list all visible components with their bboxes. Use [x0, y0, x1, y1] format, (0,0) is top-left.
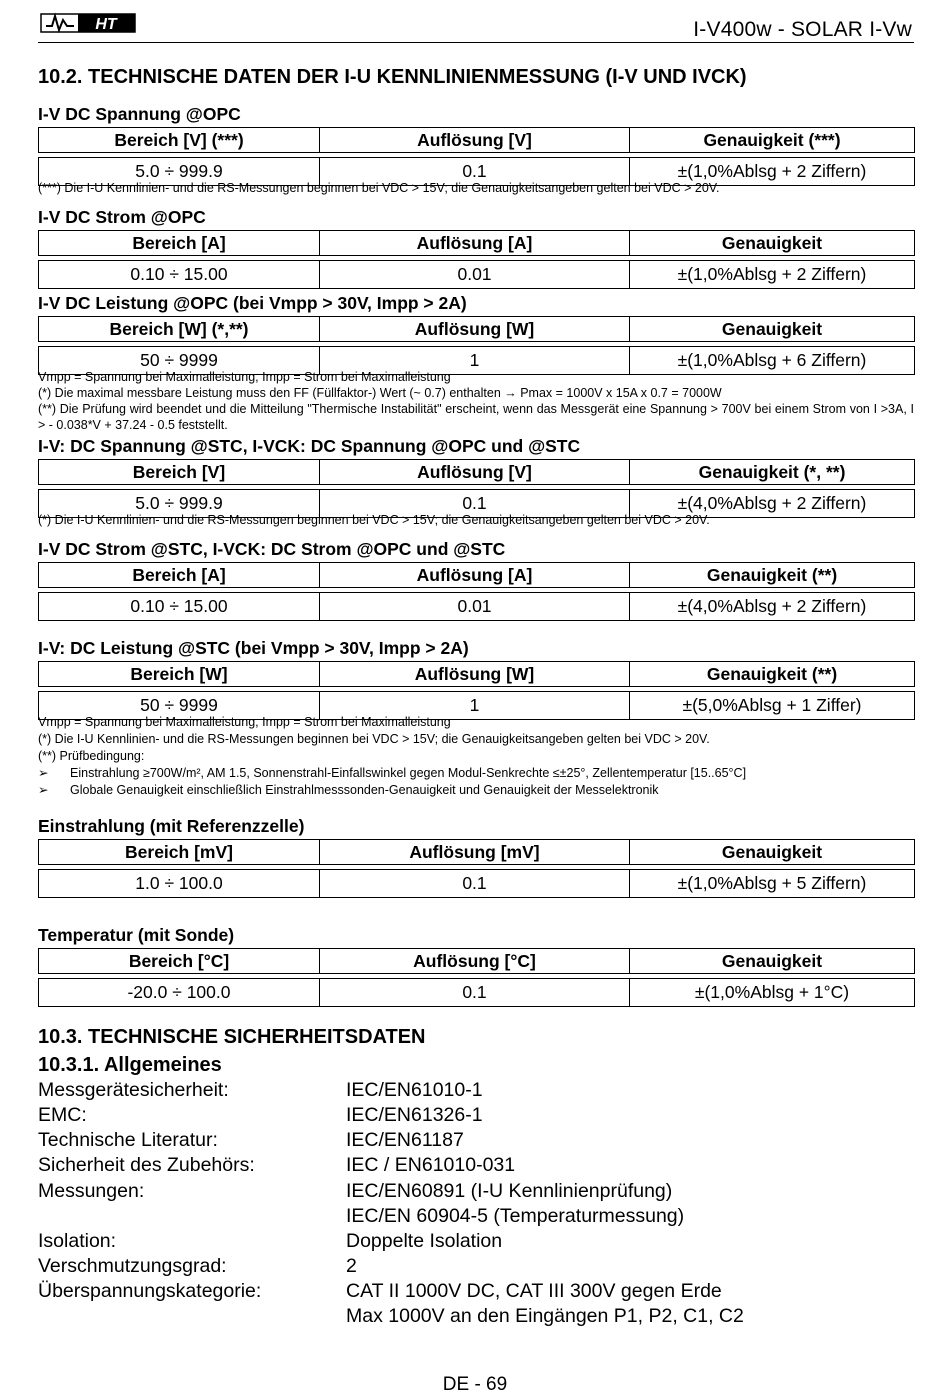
table-dc-current-opc: [38, 230, 915, 289]
page-header: [38, 6, 914, 43]
table-irradiance: [38, 839, 915, 898]
bullet-text: Globale Genauigkeit einschließlich Einstrahlmesssonden-Genauigkeit und Genauigkeit der Messelektronik: [70, 783, 659, 797]
header-range: Bereich [V]: [39, 460, 320, 485]
header-range: Bereich [A]: [39, 563, 320, 588]
spec-value: Doppelte Isolation: [346, 1230, 503, 1252]
header-resolution: Auflösung [A]: [320, 563, 630, 588]
cell-accuracy: ±(4,0%Ablsg + 2 Ziffern): [630, 490, 915, 518]
header-resolution: Auflösung [V]: [320, 460, 630, 485]
subsection-title-10-3-1: 10.3.1. Allgemeines: [38, 1054, 222, 1076]
table-header-row: [39, 128, 915, 153]
header-accuracy: Genauigkeit: [630, 317, 915, 342]
header-range: Bereich [mV]: [39, 840, 320, 865]
cell-range: 0.10 ÷ 15.00: [39, 593, 320, 621]
cell-accuracy: ±(1,0%Ablsg + 6 Ziffern): [630, 347, 915, 375]
table-header-row: [39, 317, 915, 342]
cell-resolution: 0.01: [320, 593, 630, 621]
header-accuracy: Genauigkeit: [630, 840, 915, 865]
header-resolution: Auflösung [W]: [320, 662, 630, 687]
spec-key: Verschmutzungsgrad:: [38, 1255, 227, 1277]
spec-key: Überspannungskategorie:: [38, 1280, 262, 1302]
table-row: [39, 261, 915, 289]
cell-range: 50 ÷ 9999: [39, 692, 320, 720]
arrow-bullet-icon: ➢: [38, 783, 49, 797]
spec-key: Technische Literatur:: [38, 1129, 218, 1151]
cell-accuracy: ±(5,0%Ablsg + 1 Ziffer): [630, 692, 915, 720]
footnote: (*) Die maximal messbare Leistung muss den FF (Füllfaktor-) Wert (~ 0.7) enthalten → Pmax = 1000V x 15A x 0.7 = 7000W: [38, 386, 722, 400]
header-accuracy: Genauigkeit (**): [630, 563, 915, 588]
table-header-row: [39, 949, 915, 974]
spec-key: EMC:: [38, 1104, 87, 1126]
header-range: Bereich [A]: [39, 231, 320, 256]
header-resolution: Auflösung [W]: [320, 317, 630, 342]
cell-resolution: 1: [320, 347, 630, 375]
svg-text:HT: HT: [95, 16, 117, 33]
cell-accuracy: ±(1,0%Ablsg + 1°C): [630, 979, 915, 1007]
table-row: [39, 593, 915, 621]
header-range: Bereich [W] (*,**): [39, 317, 320, 342]
table-title-dc-current-opc: I-V DC Strom @OPC: [38, 207, 206, 227]
table-row: [39, 870, 915, 898]
spec-value: IEC / EN61010-031: [346, 1154, 516, 1176]
header-accuracy: Genauigkeit (**): [630, 662, 915, 687]
cell-resolution: 0.1: [320, 870, 630, 898]
table-dc-power-stc: [38, 661, 915, 720]
header-accuracy: Genauigkeit: [630, 231, 915, 256]
cell-resolution: 0.01: [320, 261, 630, 289]
table-title-dc-voltage-opc: I-V DC Spannung @OPC: [38, 104, 241, 124]
spec-value: Max 1000V an den Eingängen P1, P2, C1, C2: [346, 1305, 744, 1327]
footnote: Vmpp = Spannung bei Maximalleistung, Impp = Strom bei Maximalleistung: [38, 715, 451, 729]
cell-accuracy: ±(4,0%Ablsg + 2 Ziffern): [630, 593, 915, 621]
cell-accuracy: ±(1,0%Ablsg + 5 Ziffern): [630, 870, 915, 898]
cell-resolution: 0.1: [320, 979, 630, 1007]
cell-accuracy: ±(1,0%Ablsg + 2 Ziffern): [630, 261, 915, 289]
spec-value: CAT II 1000V DC, CAT III 300V gegen Erde: [346, 1280, 722, 1302]
header-resolution: Auflösung [°C]: [320, 949, 630, 974]
list-item: [38, 765, 914, 781]
table-row: [39, 979, 915, 1007]
header-resolution: Auflösung [V]: [320, 128, 630, 153]
header-range: Bereich [°C]: [39, 949, 320, 974]
cell-range: 50 ÷ 9999: [39, 347, 320, 375]
cell-accuracy: ±(1,0%Ablsg + 2 Ziffern): [630, 158, 915, 186]
table-title-dc-power-stc: I-V: DC Leistung @STC (bei Vmpp > 30V, Impp > 2A): [38, 638, 469, 658]
spec-value: IEC/EN60891 (I-U Kennlinienprüfung): [346, 1180, 673, 1202]
spec-key: Messgerätesicherheit:: [38, 1079, 229, 1101]
spec-value: IEC/EN 60904-5 (Temperaturmessung): [346, 1205, 685, 1227]
table-dc-voltage-opc: [38, 127, 915, 186]
table-title-dc-power-opc: I-V DC Leistung @OPC (bei Vmpp > 30V, Impp > 2A): [38, 293, 467, 313]
footnote: Vmpp = Spannung bei Maximalleistung, Impp = Strom bei Maximalleistung: [38, 370, 451, 384]
list-item: [38, 782, 914, 798]
cell-range: 1.0 ÷ 100.0: [39, 870, 320, 898]
table-title-temperature: Temperatur (mit Sonde): [38, 925, 235, 945]
header-range: Bereich [W]: [39, 662, 320, 687]
footnote: (*) Die I-U Kennlinien- und die RS-Messungen beginnen bei VDC > 15V; die Genauigkeitsangeben gelten bei VDC > 20V.: [38, 732, 710, 746]
cell-resolution: 0.1: [320, 490, 630, 518]
ht-logo-icon: [40, 8, 136, 34]
header-resolution: Auflösung [mV]: [320, 840, 630, 865]
bullet-text: Einstrahlung ≥700W/m², AM 1.5, Sonnenstrahl-Einfallswinkel gegen Modul-Senkrechte ≤±25°, Zellentemperatur [15..65°C]: [70, 766, 747, 780]
cell-range: 5.0 ÷ 999.9: [39, 158, 320, 186]
footnote: (*) Die I-U Kennlinien- und die RS-Messungen beginnen bei VDC > 15V; die Genauigkeitsangeben gelten bei VDC > 20V.: [38, 513, 710, 527]
cell-range: -20.0 ÷ 100.0: [39, 979, 320, 1007]
section-title-10-3: 10.3. TECHNISCHE SICHERHEITSDATEN: [38, 1026, 426, 1048]
header-accuracy: Genauigkeit (***): [630, 128, 915, 153]
table-header-row: [39, 460, 915, 485]
spec-key: Sicherheit des Zubehörs:: [38, 1154, 255, 1176]
cell-resolution: 1: [320, 692, 630, 720]
header-range: Bereich [V] (***): [39, 128, 320, 153]
spec-value: IEC/EN61187: [346, 1129, 464, 1151]
table-title-irradiance: Einstrahlung (mit Referenzzelle): [38, 816, 305, 836]
table-header-row: [39, 662, 915, 687]
document-title: I-V400w - SOLAR I-Vw: [693, 18, 912, 41]
table-dc-voltage-stc: [38, 459, 915, 518]
cell-resolution: 0.1: [320, 158, 630, 186]
footnote: (**) Die Prüfung wird beendet und die Mitteilung "Thermische Instabilität" erscheint, wenn das Messgerät eine Spannung > 700V bei einem Strom von I >3A, I > - 0.038*V + 37.24 - 0.5 feststellt.: [38, 402, 914, 432]
table-header-row: [39, 840, 915, 865]
table-header-row: [39, 231, 915, 256]
spec-value: IEC/EN61326-1: [346, 1104, 483, 1126]
arrow-bullet-icon: ➢: [38, 766, 49, 780]
spec-key: Messungen:: [38, 1180, 145, 1202]
table-dc-power-opc: [38, 316, 915, 375]
header-accuracy: Genauigkeit (*, **): [630, 460, 915, 485]
header-resolution: Auflösung [A]: [320, 231, 630, 256]
section-title-10-2: 10.2. TECHNISCHE DATEN DER I-U KENNLINIENMESSUNG (I-V UND IVCK): [38, 66, 747, 88]
cell-range: 5.0 ÷ 999.9: [39, 490, 320, 518]
spec-value: 2: [346, 1255, 357, 1277]
page-number: DE - 69: [442, 1374, 508, 1395]
spec-key: Isolation:: [38, 1230, 117, 1252]
header-accuracy: Genauigkeit: [630, 949, 915, 974]
cell-range: 0.10 ÷ 15.00: [39, 261, 320, 289]
table-header-row: [39, 563, 915, 588]
table-temperature: [38, 948, 915, 1007]
table-title-dc-voltage-stc: I-V: DC Spannung @STC, I-VCK: DC Spannung @OPC und @STC: [38, 436, 581, 456]
footnote: (**) Prüfbedingung:: [38, 749, 145, 763]
spec-value: IEC/EN61010-1: [346, 1079, 483, 1101]
table-title-dc-current-stc: I-V DC Strom @STC, I-VCK: DC Strom @OPC und @STC: [38, 539, 506, 559]
footnote: (***) Die I-U Kennlinien- und die RS-Messungen beginnen bei VDC > 15V; die Genauigkeitsangeben gelten bei VDC > 20V.: [38, 181, 720, 195]
table-dc-current-stc: [38, 562, 915, 621]
